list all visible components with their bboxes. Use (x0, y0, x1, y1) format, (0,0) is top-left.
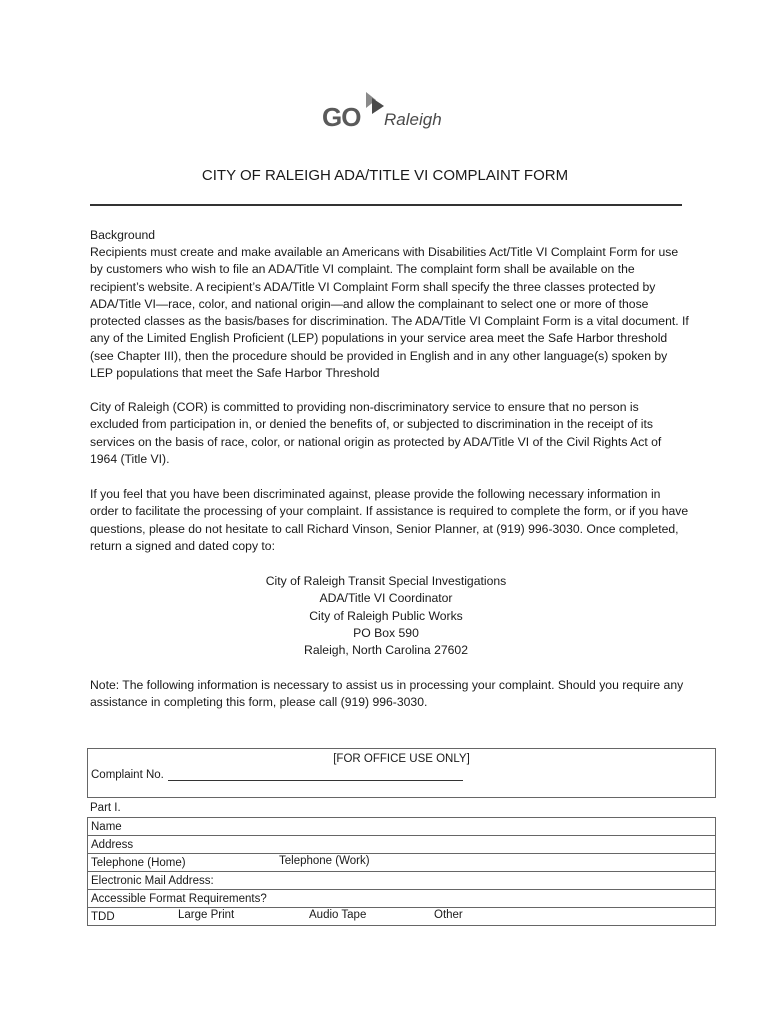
logo-chevron-icon (364, 92, 386, 118)
accessible-format-field[interactable] (88, 890, 716, 908)
name-row (88, 818, 716, 836)
background-paragraph: Recipients must create and make available an Americans with Disabilities Act/Title VI Complaint Form for use by customers who wish to file an ADA/Title VI complaint. The complaint form shall be available on the recipient’s website. A recipient’s ADA/Title VI Complaint Form shall specify the three classes protected by ADA/Title VI—race, color, and national origin—and allow the complainant to select one or more of those protected classes as the basis/bases for discrimination. The ADA/Title VI Complaint Form is a vital document. If any of the Limited English Proficient (LEP) populations in your service area meet the Safe Harbor threshold (see Chapter III), then the procedure should be provided in English and in any other language(s) spoken by LEP populations that meet the Safe Harbor Threshold (90, 245, 689, 381)
logo-raleigh-text: Raleigh (384, 110, 442, 129)
complaint-number-row (91, 768, 463, 781)
note-paragraph: Note: The following information is necessary to assist us in processing your complaint. Should you require any assistance in completing this form, please call (919) 996-3030. (90, 678, 684, 710)
email-row (88, 872, 716, 890)
telephone-home-label: Telephone (Home) (91, 856, 186, 869)
large-print-option[interactable]: Large Print (178, 909, 235, 921)
email-label: Electronic Mail Address: (91, 874, 214, 887)
address-label: Address (91, 838, 134, 851)
part-1-table (87, 817, 716, 926)
office-use-title: [FOR OFFICE USE ONLY] (333, 753, 470, 765)
logo-go-text: GO (322, 102, 361, 132)
go-raleigh-logo (322, 92, 452, 134)
address-row (88, 836, 716, 854)
commitment-paragraph: City of Raleigh (COR) is committed to providing non-discriminatory service to ensure that no person is excluded from participation in, or denied the benefits of, or subjected to discrimination in the receipt of its services on the basis of race, color, or national origin as protected by ADA/Title VI of the Civil Rights Act of 1964 (Title VI). (90, 400, 662, 466)
office-use-box (87, 748, 716, 798)
accessible-format-row (88, 890, 716, 908)
instructions-paragraph: If you feel that you have been discriminated against, please provide the following necessary information in order to facilitate the processing of your complaint. If assistance is required to complete the form, or if you have questions, please do not hesitate to call Richard Vinson, Senior Planner, at (919) 996-3030. Once completed, return a signed and dated copy to: (90, 487, 689, 553)
background-heading: Background (90, 228, 156, 242)
format-options-field[interactable] (88, 908, 716, 926)
other-option[interactable]: Other (434, 909, 463, 921)
name-field[interactable] (88, 818, 716, 836)
part-1-label: Part I. (90, 802, 121, 814)
title-divider (90, 204, 682, 206)
telephone-row (88, 854, 716, 872)
telephone-work-label: Telephone (Work) (279, 855, 370, 867)
tdd-option[interactable]: TDD (91, 910, 115, 923)
name-label: Name (91, 820, 122, 833)
address-line-3: City of Raleigh Public Works (309, 608, 463, 623)
accessible-format-label: Accessible Format Requirements? (91, 892, 267, 905)
address-line-1: City of Raleigh Transit Special Investigations (265, 574, 507, 588)
mailing-address (90, 573, 682, 659)
telephone-field[interactable] (88, 854, 716, 872)
address-field[interactable] (88, 836, 716, 854)
form-title: CITY OF RALEIGH ADA/TITLE VI COMPLAINT FORM (201, 167, 569, 184)
complaint-number-field[interactable] (168, 768, 463, 781)
format-options-row (88, 908, 716, 926)
complaint-number-label: Complaint No. (91, 769, 164, 781)
email-field[interactable] (88, 872, 716, 890)
address-line-5: Raleigh, North Carolina 27602 (304, 643, 468, 658)
address-line-2: ADA/Title VI Coordinator (319, 591, 453, 606)
address-line-4: PO Box 590 (353, 625, 419, 640)
audio-tape-option[interactable]: Audio Tape (309, 909, 367, 921)
